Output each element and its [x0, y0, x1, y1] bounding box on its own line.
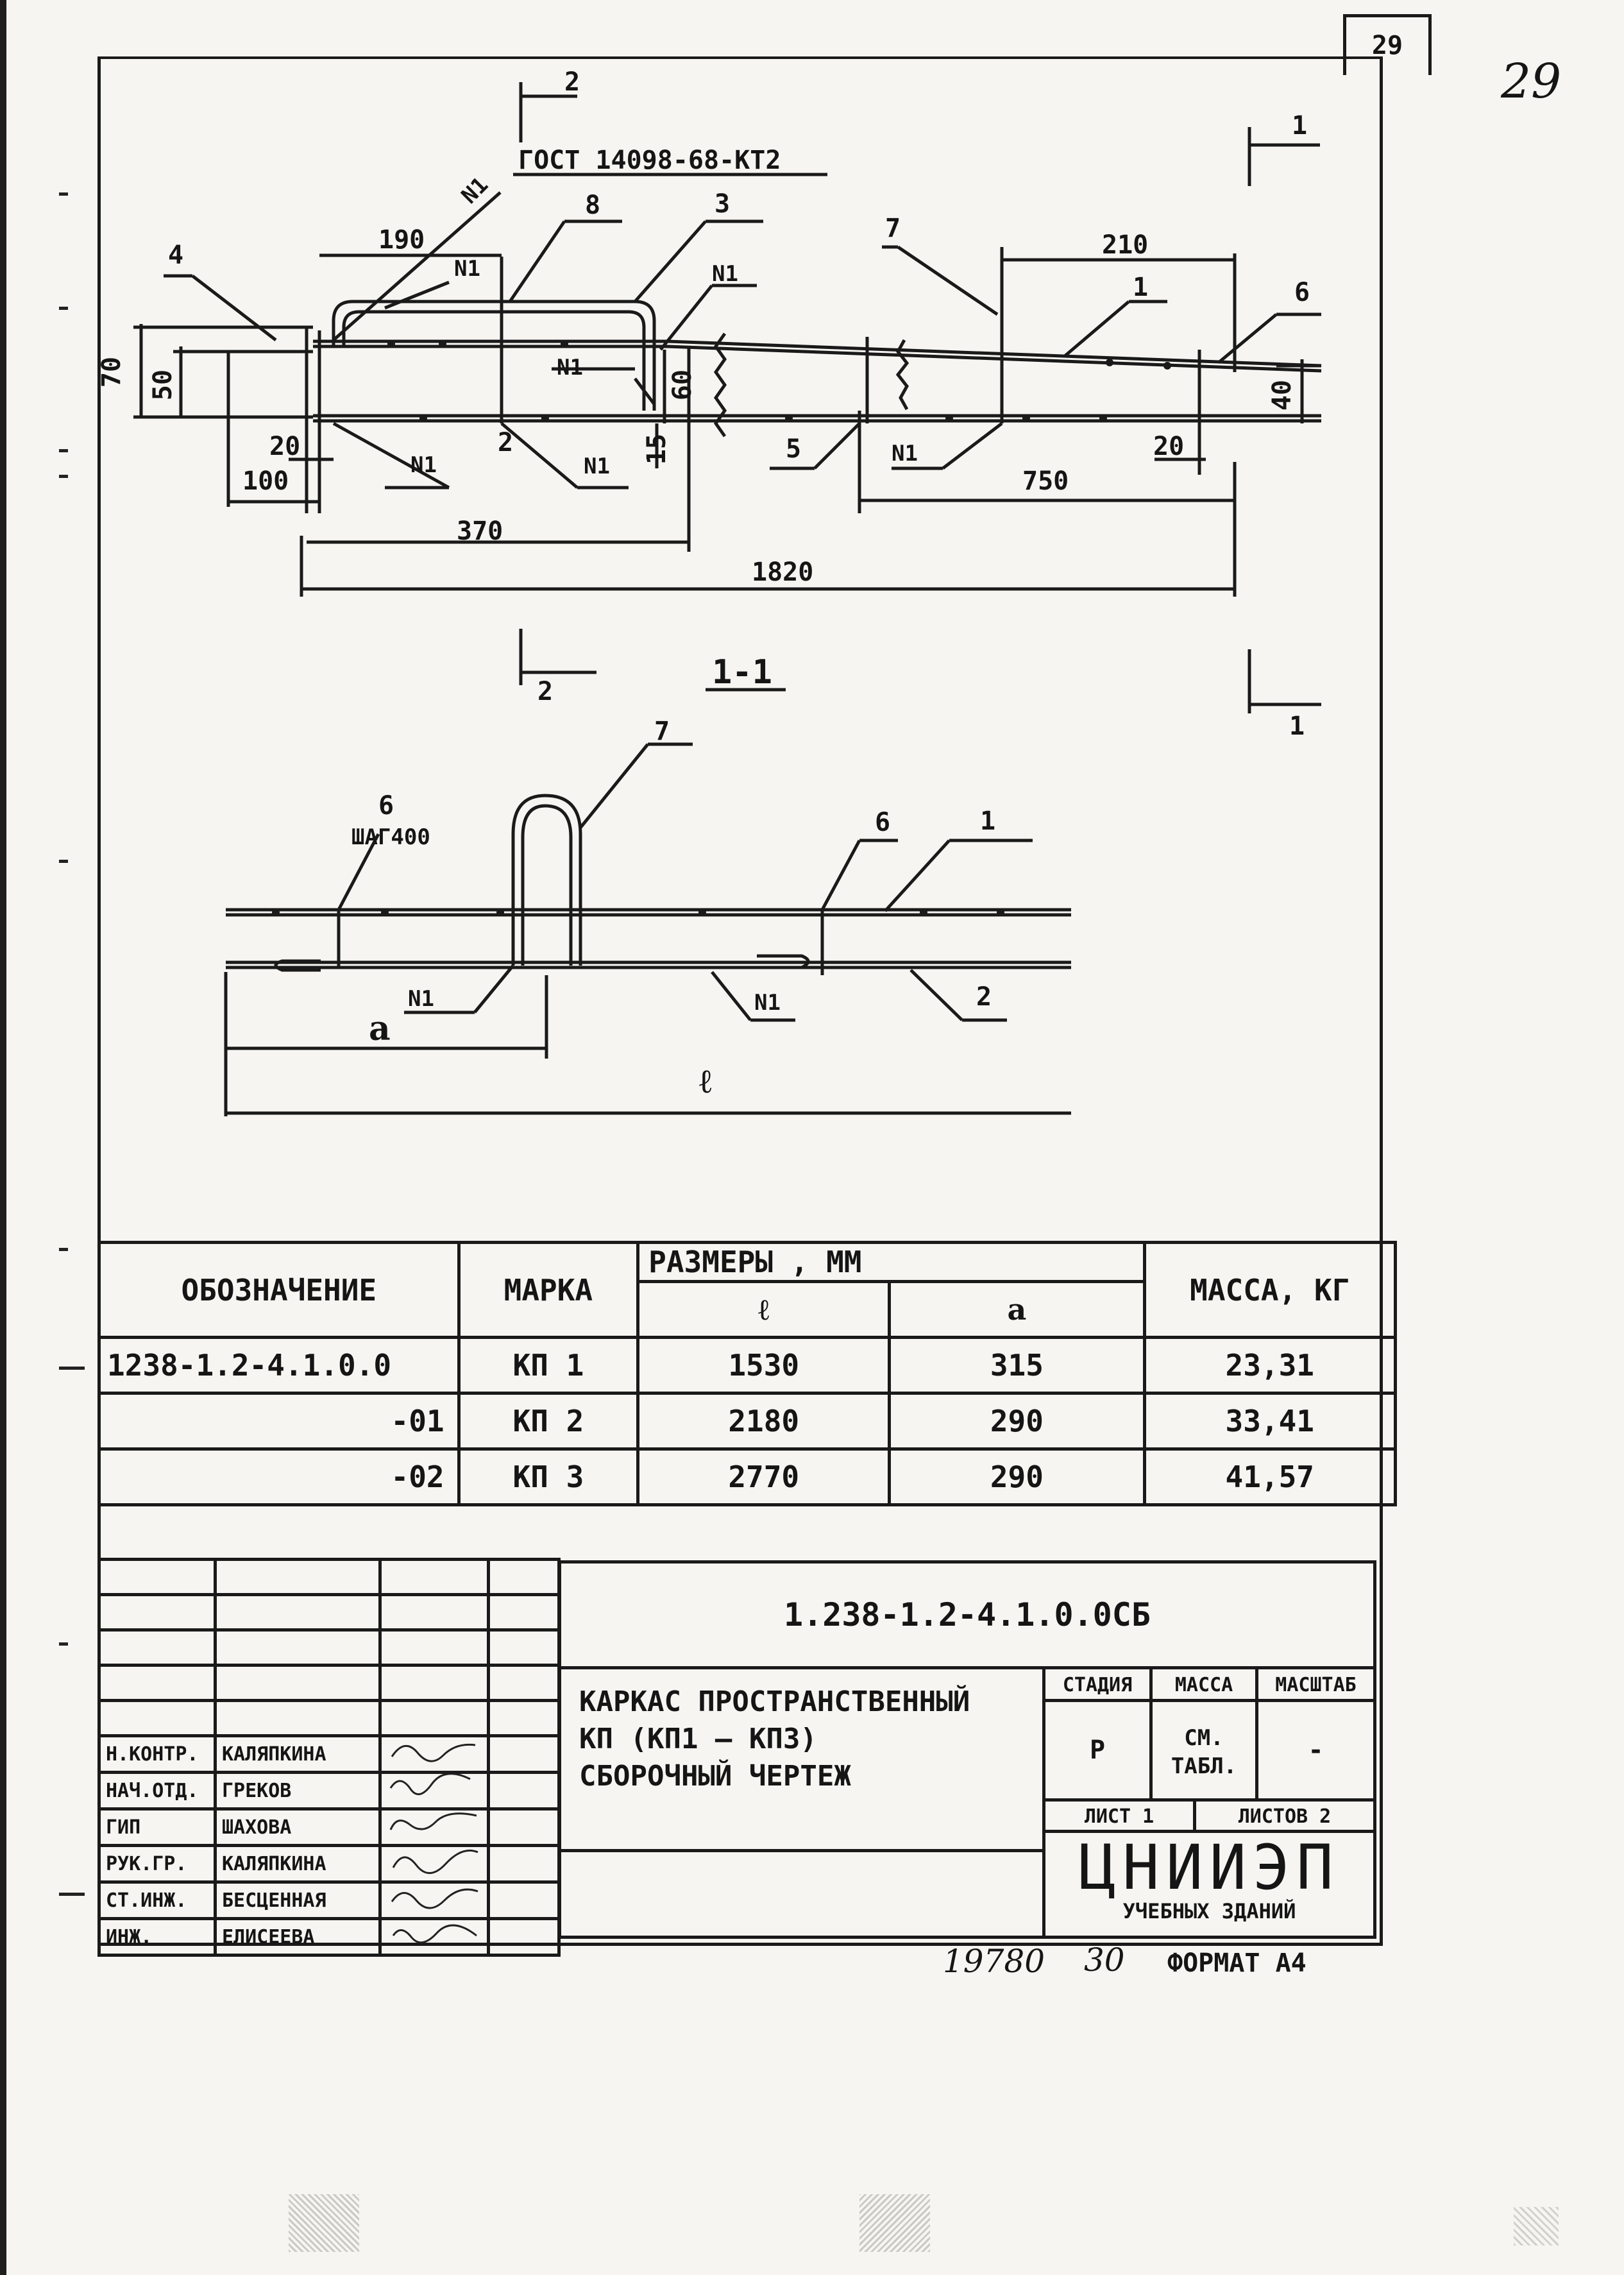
- weld-n1-d: N1: [410, 452, 437, 478]
- name: ЕЛИСЕЕВА: [216, 1919, 380, 1955]
- weld-n1-section-right: N1: [754, 990, 781, 1016]
- callout-8: 8: [585, 191, 601, 220]
- dim-l: ℓ: [699, 1062, 712, 1101]
- cell-mark: КП 1: [459, 1338, 638, 1393]
- mass-value-2: ТАБЛ.: [1171, 1753, 1237, 1779]
- scan-noise: [859, 2194, 930, 2252]
- signature-scribble: [380, 1846, 489, 1882]
- dim-50: 50: [148, 369, 178, 401]
- step-label: ШАГ400: [351, 824, 430, 850]
- weld-n1-a: N1: [454, 256, 480, 282]
- cell-mass: 23,31: [1144, 1338, 1395, 1393]
- dim-370: 370: [457, 516, 503, 546]
- signature-row: [99, 1882, 559, 1919]
- callout-3: 3: [715, 189, 731, 219]
- section-marker-2-mid: 2: [537, 677, 554, 706]
- section-marker-1-top: 1: [1292, 111, 1308, 141]
- cell-designation: 1238-1.2-4.1.0.0: [99, 1338, 459, 1393]
- title-block: [558, 1560, 1376, 1939]
- doc-name-line2: КП (КП1 — КП3): [579, 1723, 817, 1755]
- section-title-1-1: 1-1: [712, 653, 772, 692]
- cell-a: 290: [890, 1393, 1144, 1449]
- mass-value-cell: [1149, 1699, 1258, 1802]
- signature-grid: [97, 1558, 561, 1957]
- signature-row: [99, 1773, 559, 1809]
- callout-1: 1: [1133, 273, 1149, 302]
- signature-scribble: [380, 1736, 489, 1773]
- scale-value: -: [1255, 1699, 1376, 1802]
- stage-header: СТАДИЯ: [1042, 1666, 1153, 1702]
- dim-70: 70: [97, 356, 127, 388]
- cell-mass: 41,57: [1144, 1449, 1395, 1505]
- role: РУК.ГР.: [99, 1846, 216, 1882]
- signature-scribble: [380, 1882, 489, 1919]
- cell-a: 290: [890, 1449, 1144, 1505]
- dim-190: 190: [378, 225, 425, 255]
- cell-designation: -01: [99, 1393, 459, 1449]
- doc-name-line1: КАРКАС ПРОСТРАНСТВЕННЫЙ: [579, 1685, 970, 1718]
- scan-noise: [1514, 2207, 1559, 2245]
- dim-15: 15: [642, 433, 672, 465]
- dim-40: 40: [1267, 379, 1298, 411]
- callout-2-section: 2: [976, 982, 992, 1012]
- dim-20-right: 20: [1153, 432, 1185, 461]
- dim-1820: 1820: [752, 558, 814, 587]
- callout-1-section: 1: [980, 806, 996, 836]
- cell-a: 315: [890, 1338, 1144, 1393]
- header-l: ℓ: [638, 1282, 890, 1338]
- dim-750: 750: [1022, 466, 1069, 496]
- sheets-label: ЛИСТОВ 2: [1193, 1798, 1376, 1833]
- cell-mark: КП 3: [459, 1449, 638, 1505]
- dim-20-left: 20: [269, 432, 301, 461]
- header-sizes: РАЗМЕРЫ , ММ: [638, 1243, 1144, 1282]
- callout-7-section: 7: [654, 717, 670, 746]
- footer-format: ФОРМАТ А4: [1167, 1948, 1307, 1978]
- doc-name-cell: [558, 1666, 1045, 1852]
- mass-value-1: СМ.: [1184, 1725, 1224, 1751]
- callout-5: 5: [786, 434, 802, 464]
- footer-inventory: 19780: [943, 1943, 1045, 1980]
- weld-n1-c: N1: [557, 355, 583, 380]
- role: Н.КОНТР.: [99, 1736, 216, 1773]
- table-row: [99, 1393, 1396, 1449]
- header-mass: МАССА, КГ: [1144, 1243, 1395, 1338]
- callout-2: 2: [498, 428, 514, 457]
- dim-210: 210: [1102, 230, 1149, 260]
- role: ИНЖ.: [99, 1919, 216, 1955]
- weld-n1-section-left: N1: [408, 986, 434, 1012]
- signature-row: [99, 1809, 559, 1846]
- weld-n1-b: N1: [712, 261, 738, 287]
- org-logo: ЦНИИЭП: [1079, 1832, 1340, 1904]
- callout-7: 7: [885, 214, 901, 243]
- stage-value: Р: [1042, 1699, 1153, 1802]
- org-cell: [1042, 1830, 1376, 1939]
- table-row: [99, 1338, 1396, 1393]
- weld-n1-f: N1: [892, 441, 918, 466]
- org-subtitle: УЧЕБНЫХ ЗДАНИЙ: [1122, 1899, 1296, 1923]
- callout-6-right: 6: [875, 808, 891, 837]
- cell-l: 1530: [638, 1338, 890, 1393]
- dim-60: 60: [668, 369, 698, 401]
- name: БЕСЦЕННАЯ: [216, 1882, 380, 1919]
- sheet-label: ЛИСТ 1: [1042, 1798, 1196, 1833]
- handwritten-page-number: 29: [1501, 54, 1562, 109]
- header-a: a: [890, 1282, 1144, 1338]
- dim-100: 100: [242, 466, 289, 496]
- doc-code: 1.238-1.2-4.1.0.0СБ: [784, 1596, 1151, 1633]
- mass-header: МАССА: [1149, 1666, 1258, 1702]
- role: НАЧ.ОТД.: [99, 1773, 216, 1809]
- callout-4: 4: [168, 241, 184, 270]
- scan-noise: [289, 2194, 359, 2252]
- role: СТ.ИНЖ.: [99, 1882, 216, 1919]
- header-mark: МАРКА: [459, 1243, 638, 1338]
- signature-scribble: [380, 1919, 489, 1955]
- dim-a: a: [369, 1009, 391, 1048]
- section-marker-2-top: 2: [564, 67, 580, 97]
- footer-copy: 30: [1084, 1941, 1125, 1979]
- name: ШАХОВА: [216, 1809, 380, 1846]
- role: ГИП: [99, 1809, 216, 1846]
- signature-scribble: [380, 1809, 489, 1846]
- signature-row: [99, 1919, 559, 1955]
- name: КАЛЯПКИНА: [216, 1846, 380, 1882]
- callout-6: 6: [1294, 278, 1310, 307]
- cell-designation: -02: [99, 1449, 459, 1505]
- cell-mass: 33,41: [1144, 1393, 1395, 1449]
- table-row: [99, 1449, 1396, 1505]
- gost-reference: ГОСТ 14098-68-КТ2: [518, 146, 781, 175]
- doc-name-line3: СБОРОЧНЫЙ ЧЕРТЕЖ: [579, 1760, 851, 1793]
- signature-scribble: [380, 1773, 489, 1809]
- weld-n1-loop: N1: [456, 172, 494, 209]
- name: КАЛЯПКИНА: [216, 1736, 380, 1773]
- cell-l: 2180: [638, 1393, 890, 1449]
- spec-table: [97, 1241, 1397, 1506]
- weld-n1-e: N1: [584, 454, 610, 479]
- signature-row: [99, 1736, 559, 1773]
- section-marker-1-mid: 1: [1289, 711, 1305, 741]
- header-designation: ОБОЗНАЧЕНИЕ: [99, 1243, 459, 1338]
- cell-mark: КП 2: [459, 1393, 638, 1449]
- signature-row: [99, 1846, 559, 1882]
- name: ГРЕКОВ: [216, 1773, 380, 1809]
- callout-6-left: 6: [378, 791, 394, 821]
- cell-l: 2770: [638, 1449, 890, 1505]
- empty-name-cell: [558, 1849, 1045, 1939]
- doc-code-cell: [558, 1560, 1376, 1669]
- sheet-number-box: 29: [1343, 14, 1432, 75]
- scale-header: МАСШТАБ: [1255, 1666, 1376, 1702]
